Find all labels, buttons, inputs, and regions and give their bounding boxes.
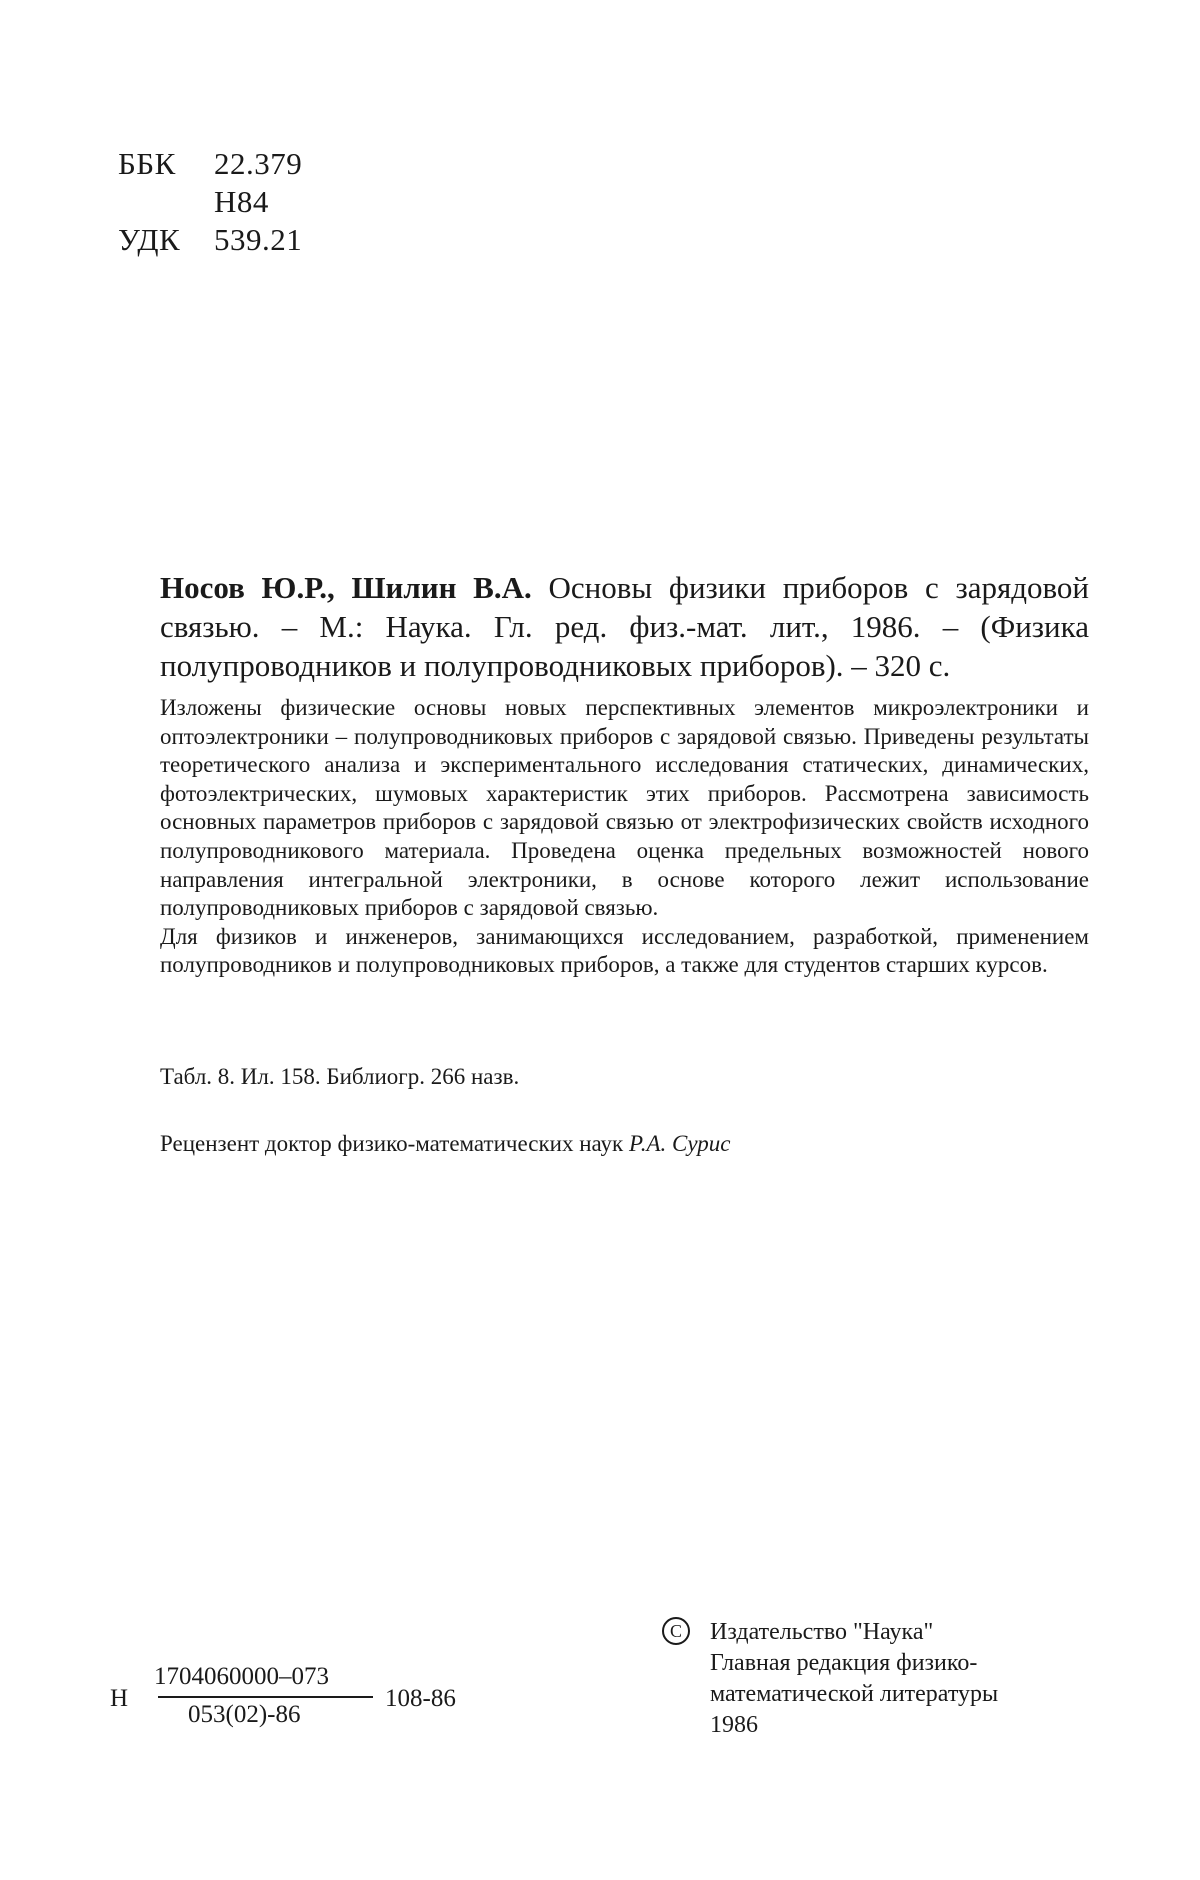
publisher-division-1: Главная редакция физико- [710,1650,978,1676]
udk-row [118,221,302,259]
publication-index [110,1663,470,1743]
index-numerator: 1704060000–073 [154,1663,329,1690]
reviewer-name: Р.А. Сурис [628,1131,731,1156]
classification-codes [118,145,302,259]
index-denominator: 053(02)-86 [188,1701,301,1728]
author-mark-row [118,183,302,221]
annotation-paragraph: Для физиков и инженеров, занимающихся исследованием, разработкой, применением полупроводников и полупроводниковых приборов, а также для студентов старших курсов. [160,923,1089,978]
udk-label: УДК [118,222,181,257]
bbk-row [118,145,302,183]
copyright-icon: С [662,1617,690,1645]
reviewer-line [160,1130,731,1158]
bibliographic-text: Основы физики приборов с зарядовой связью. – М.: Наука. Гл. ред. физ.-мат. лит., 1986. – (Физика полупроводников и полупроводниковых приборов). – 320 с. [160,570,1090,683]
book-statistics: Табл. 8. Ил. 158. Библиогр. 266 назв. [160,1064,520,1089]
bibliographic-description [160,568,1089,685]
index-letter: Н [110,1685,129,1712]
copyright-year: 1986 [710,1712,758,1738]
publisher-division-2: математической литературы [710,1681,999,1707]
reviewer-prefix: Рецензент доктор физико-математических наук [160,1131,624,1156]
annotation [160,694,1089,980]
author-mark: Н84 [214,184,269,219]
annotation-paragraph: Изложены физические основы новых перспективных элементов микроэлектроники и оптоэлектроники – полупроводниковых приборов с зарядовой связью. Приведены результаты теоретического анализа и экспериментального исследования статических, динамических, фотоэлектрических, шумовых характеристик этих приборов. Рассмотрена зависимость основных параметров приборов с зарядовой связью от электрофизических свойств исходного полупроводникового материала. Проведена оценка предельных возможностей нового направления интегральной электроники, в основе которого лежит использование полупроводниковых приборов с зарядовой связью. [160,695,1089,921]
copyright-lines [710,1617,998,1741]
udk-value: 539.21 [214,222,303,257]
publisher-name: Издательство "Наука" [710,1619,934,1645]
fraction-line [158,1696,373,1698]
bbk-label: ББК [118,146,176,181]
index-suffix: 108-86 [385,1685,456,1712]
bbk-value: 22.379 [214,146,303,181]
authors: Носов Ю.Р., Шилин В.А. [160,570,532,605]
